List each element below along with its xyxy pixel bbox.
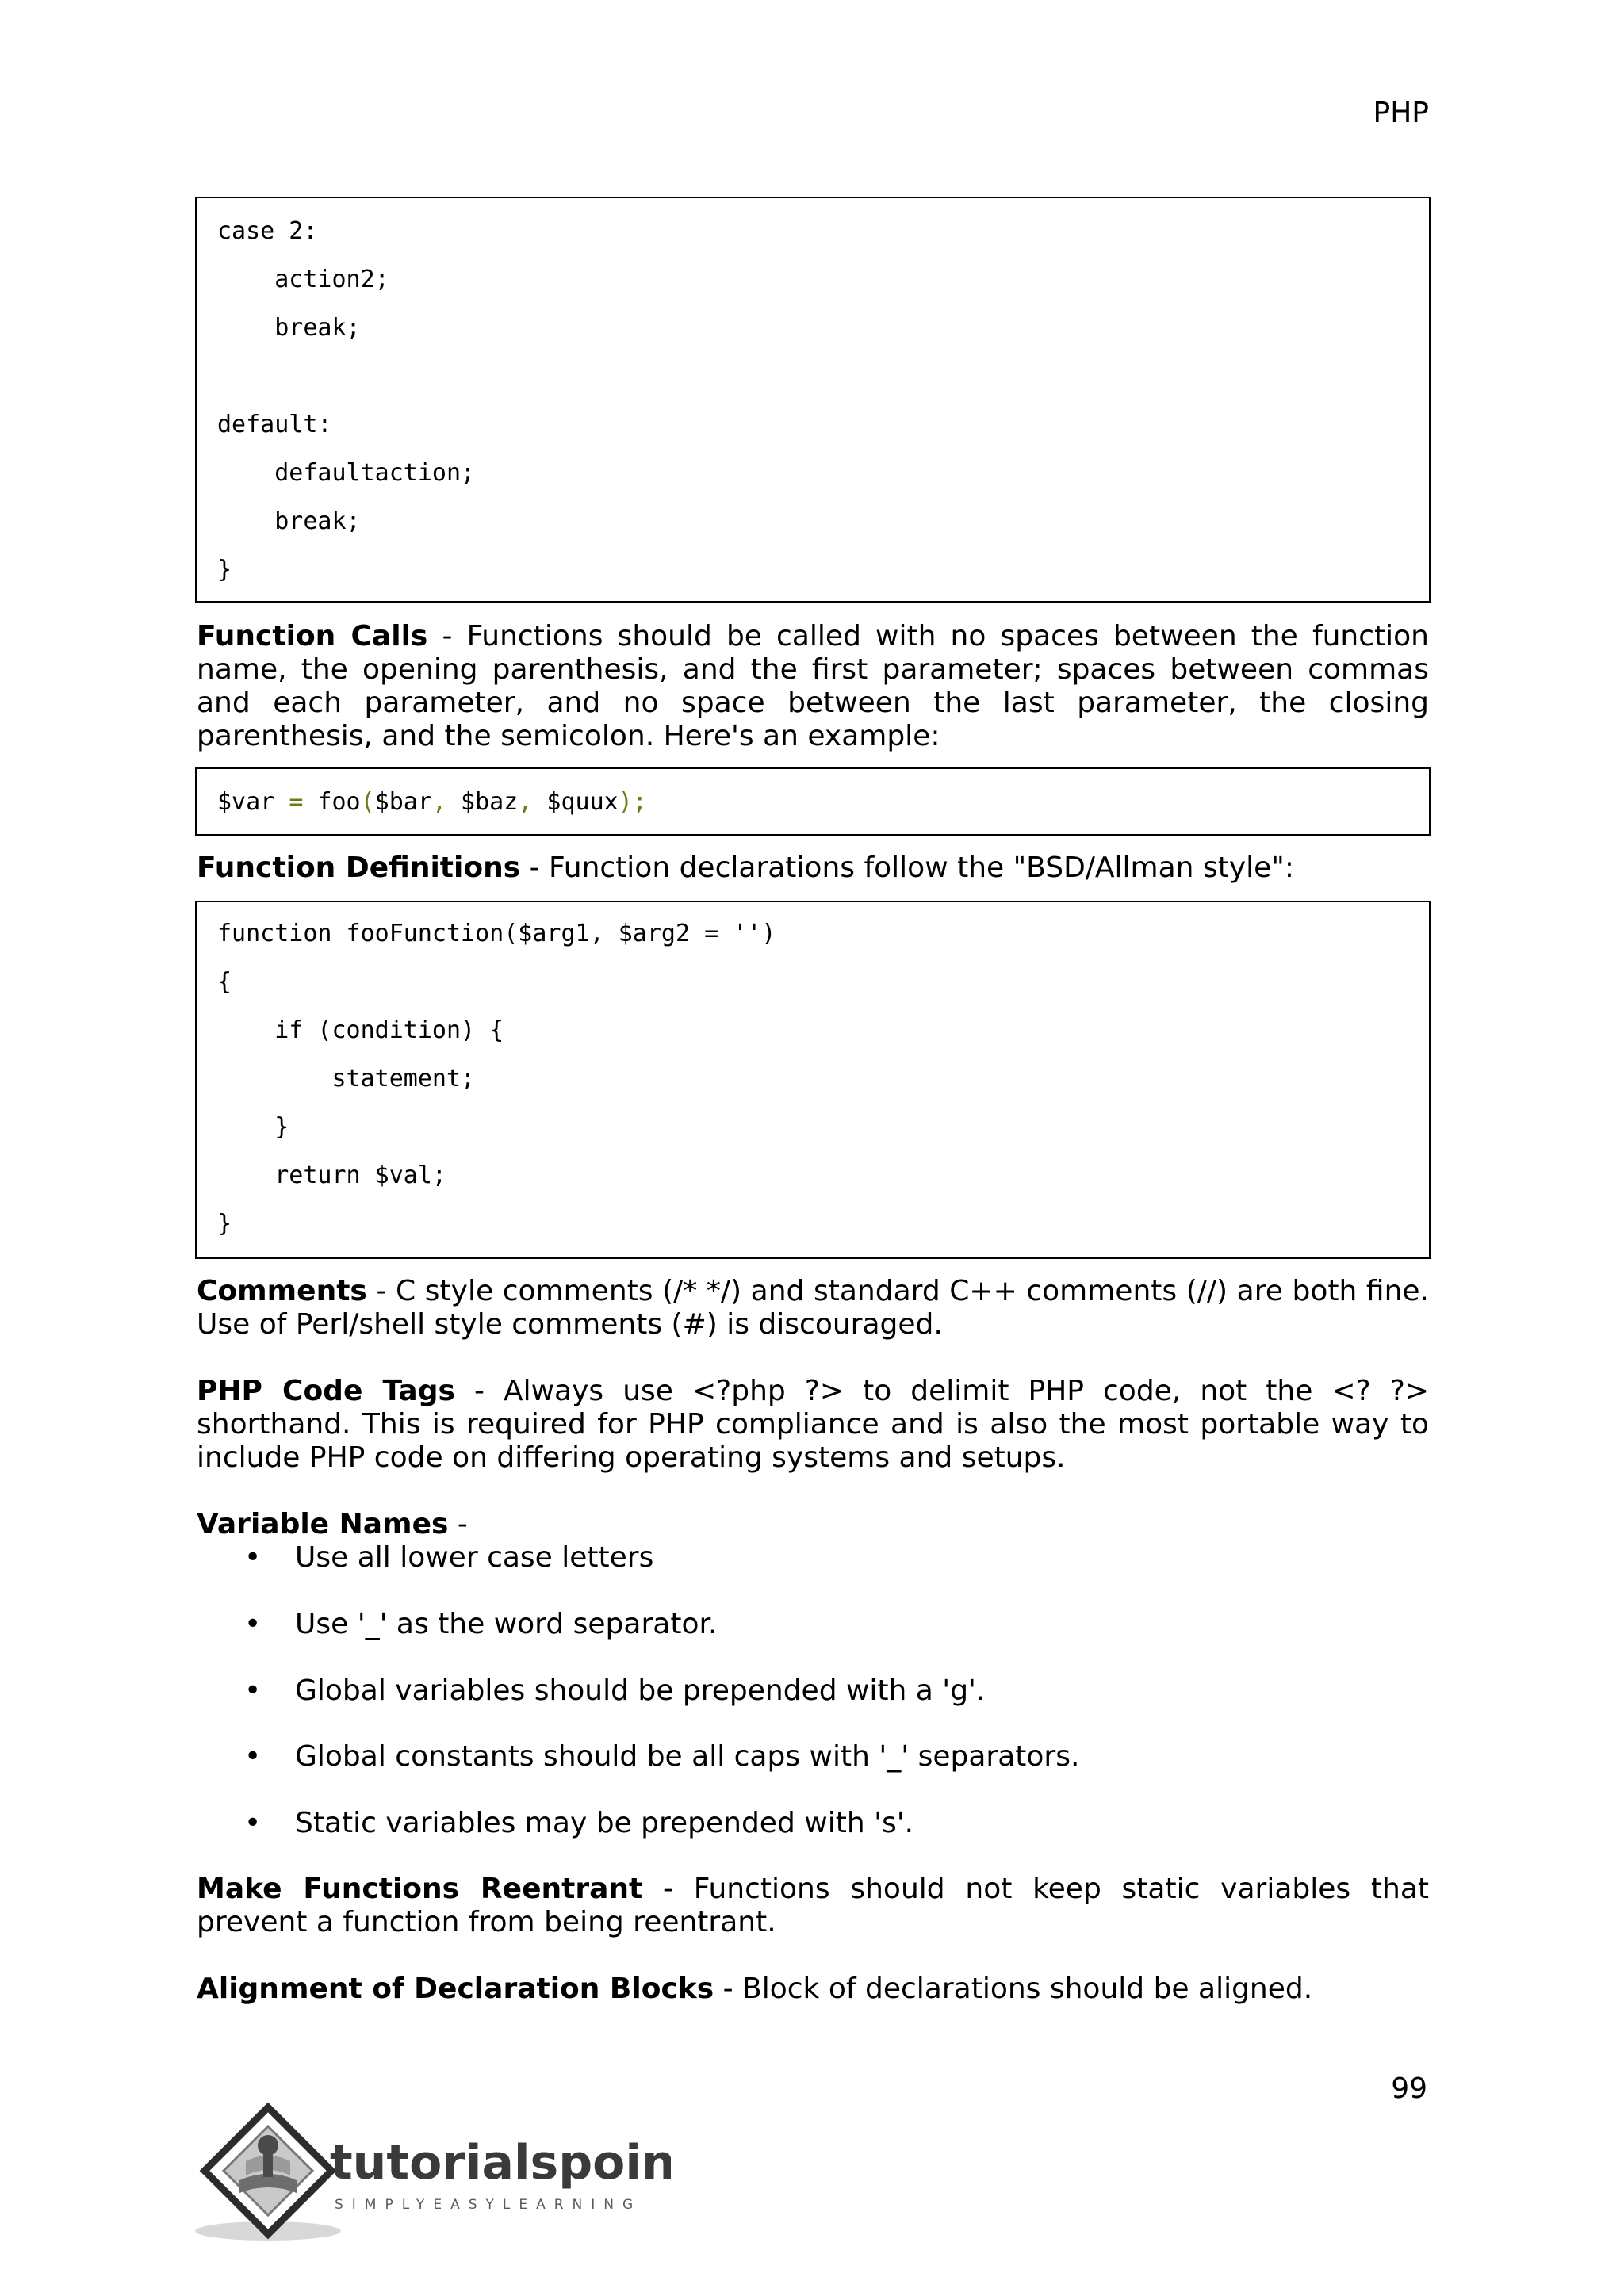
list-item-text: Global variables should be prepended with a 'g'. bbox=[295, 1674, 986, 1707]
bullet-glyph: • bbox=[244, 1541, 262, 1574]
variable-names-heading bbox=[197, 1508, 1429, 1541]
bullet-glyph: • bbox=[244, 1608, 262, 1640]
function-calls-text: - Functions should be called with no spaces between the function name, the opening parenthesis, and the first parameter; spaces between commas and each parameter, and no space between the last parameter, the closing parenthesis, and the semicolon. Here's an example: bbox=[197, 620, 1429, 752]
logo-tagline: SIMPLYEASYLEARNING bbox=[335, 2197, 642, 2213]
code-token: ); bbox=[618, 788, 647, 816]
code-line: case 2: bbox=[217, 217, 318, 245]
comments-paragraph bbox=[197, 1275, 1429, 1341]
code-line: function fooFunction($arg1, $arg2 = '') bbox=[217, 920, 776, 947]
bullet-glyph: • bbox=[244, 1674, 262, 1707]
code-line: default: bbox=[217, 411, 332, 438]
page-number: 99 bbox=[1391, 2072, 1427, 2105]
reentrant-text: - Functions should not keep static variables that prevent a function from being reentrant. bbox=[197, 1873, 1429, 1938]
tutorialspoint-logo-graphic bbox=[195, 2099, 671, 2242]
code-line: defaultaction; bbox=[217, 459, 476, 487]
comments-text: - C style comments (/* */) and standard C++ comments (//) are both fine. Use of Perl/shell style comments (#) is discouraged. bbox=[197, 1275, 1429, 1341]
function-definitions-text: - Function declarations follow the "BSD/Allman style": bbox=[520, 851, 1294, 884]
code-line: } bbox=[217, 1210, 232, 1238]
code-line: { bbox=[217, 968, 232, 996]
list-item-text: Use all lower case letters bbox=[295, 1541, 654, 1574]
function-calls-paragraph bbox=[197, 620, 1429, 753]
code-line: break; bbox=[217, 507, 361, 535]
code-line: statement; bbox=[217, 1065, 476, 1093]
list-item-text: Use '_' as the word separator. bbox=[295, 1608, 718, 1640]
comments-term: Comments bbox=[197, 1275, 367, 1307]
code-token: $bar bbox=[374, 788, 432, 816]
code-token: $var bbox=[217, 788, 289, 816]
code-block-call bbox=[195, 767, 1431, 836]
running-header: PHP bbox=[1373, 97, 1429, 129]
code-block-switch bbox=[195, 197, 1431, 603]
list-item-text: Static variables may be prepended with 's'. bbox=[295, 1807, 914, 1839]
list-item-text: Global constants should be all caps with '_' separators. bbox=[295, 1740, 1080, 1773]
function-definitions-term: Function Definitions bbox=[197, 851, 521, 884]
code-token: , bbox=[431, 788, 446, 816]
logo-wordmark: tutorialspoint bbox=[330, 2135, 671, 2191]
code-line: } bbox=[217, 556, 232, 584]
code-token: foo bbox=[303, 788, 361, 816]
code-token: ( bbox=[360, 788, 375, 816]
alignment-term: Alignment of Declaration Blocks bbox=[197, 1973, 714, 2005]
alignment-text: - Block of declarations should be aligned. bbox=[714, 1973, 1313, 2005]
code-line: if (condition) { bbox=[217, 1016, 504, 1044]
function-calls-term: Function Calls bbox=[197, 620, 428, 652]
php-code-tags-term: PHP Code Tags bbox=[197, 1375, 455, 1407]
tutorialspoint-logo bbox=[195, 2099, 671, 2242]
alignment-paragraph bbox=[197, 1973, 1429, 2006]
code-line: } bbox=[217, 1113, 289, 1141]
php-code-tags-text: - Always use <?php ?> to delimit PHP code, not the <? ?> shorthand. This is required for PHP compliance and is also the most portable way to include PHP code on differing operating systems and setups. bbox=[197, 1375, 1430, 1474]
function-definitions-paragraph bbox=[197, 851, 1429, 885]
variable-names-term: Variable Names bbox=[197, 1508, 449, 1540]
bullet-glyph: • bbox=[244, 1807, 262, 1839]
variable-names-text: - bbox=[448, 1508, 468, 1540]
bullet-glyph: • bbox=[244, 1740, 262, 1773]
code-token: $quux bbox=[532, 788, 619, 816]
code-token: = bbox=[289, 788, 304, 816]
code-token: $baz bbox=[446, 788, 519, 816]
code-token: , bbox=[518, 788, 533, 816]
php-code-tags-paragraph bbox=[197, 1375, 1429, 1475]
reentrant-term: Make Functions Reentrant bbox=[197, 1873, 643, 1905]
code-block-definition bbox=[195, 901, 1431, 1259]
code-line: return $val; bbox=[217, 1161, 446, 1189]
reentrant-paragraph bbox=[197, 1873, 1429, 1939]
code-line bbox=[217, 788, 647, 817]
code-line: break; bbox=[217, 314, 361, 342]
code-line: action2; bbox=[217, 266, 389, 293]
